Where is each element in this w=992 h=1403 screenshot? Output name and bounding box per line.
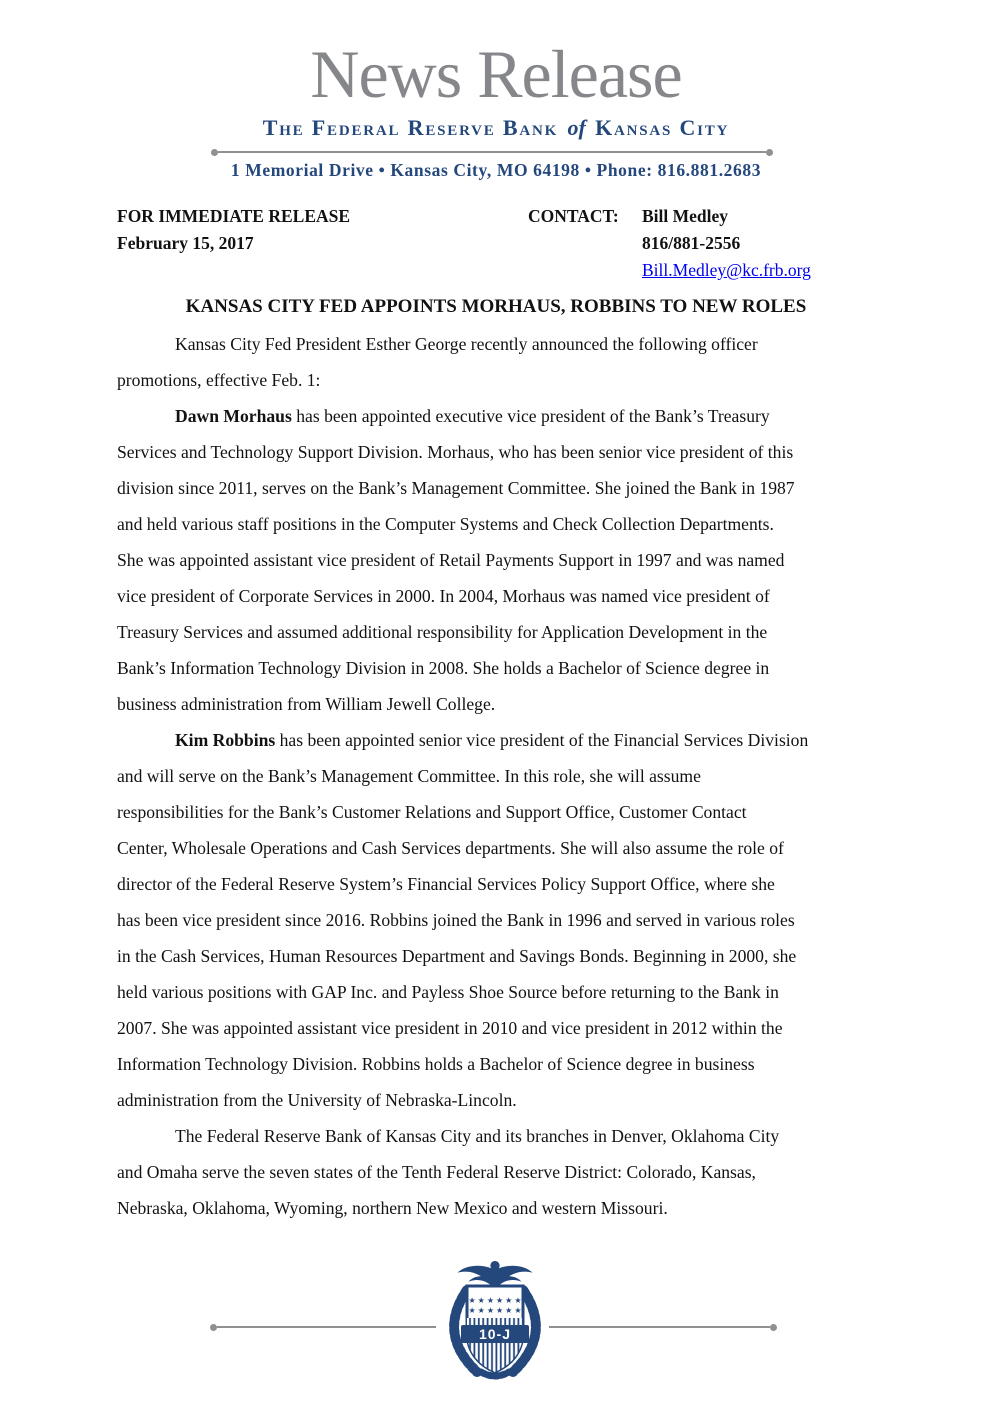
headline: KANSAS CITY FED APPOINTS MORHAUS, ROBBINS TO NEW ROLES	[185, 296, 807, 317]
body-line: has been vice president since 2016. Robbins joined the Bank in 1996 and served in various roles	[117, 910, 795, 930]
header-rule-bar	[218, 151, 766, 153]
bank-name-pre: The Federal Reserve Bank	[262, 115, 559, 140]
body-line: Treasury Services and assumed additional responsibility for Application Development in the	[117, 622, 768, 642]
body-line: Bank’s Information Technology Division in 2008. She holds a Bachelor of Science degree in	[117, 658, 770, 678]
body-line: Center, Wholesale Operations and Cash Services departments. She will also assume the role of	[117, 838, 784, 858]
footer-rule-right-dot	[770, 1324, 777, 1331]
body-line: director of the Federal Reserve System’s Financial Services Policy Support Office, where she	[117, 874, 775, 894]
body-line: and held various staff positions in the Computer Systems and Check Collection Departments.	[117, 514, 774, 534]
body-line: Kansas City Fed President Esther George recently announced the following officer	[175, 334, 758, 354]
release-date: February 15, 2017	[117, 233, 254, 253]
contact-name: Bill Medley	[642, 206, 729, 226]
body-line: in the Cash Services, Human Resources Department and Savings Bonds. Beginning in 2000, she	[117, 946, 797, 966]
body-line: Information Technology Division. Robbins holds a Bachelor of Science degree in business	[117, 1054, 755, 1074]
header-rule-left-dot	[211, 149, 218, 156]
body-line: Services and Technology Support Division. Morhaus, who has been senior vice president of this	[117, 442, 794, 462]
body-line: The Federal Reserve Bank of Kansas City and its branches in Denver, Oklahoma City	[175, 1126, 780, 1146]
body-line: business administration from William Jewell College.	[117, 694, 496, 714]
body-line: promotions, effective Feb. 1:	[117, 370, 321, 390]
footer-rule-left-dot	[210, 1324, 217, 1331]
contact-label: CONTACT:	[528, 206, 619, 226]
bank-name-post: Kansas City	[595, 115, 730, 140]
shield-stars-row2: ★ ★ ★ ★ ★ ★	[468, 1306, 522, 1315]
footer-rule-left	[210, 1323, 436, 1331]
body-line: Kim Robbins has been appointed senior vice president of the Financial Services Division	[175, 730, 809, 750]
release-label: FOR IMMEDIATE RELEASE	[117, 206, 351, 226]
header-rule	[211, 148, 773, 156]
body-line: She was appointed assistant vice president of Retail Payments Support in 1997 and was named	[117, 550, 785, 570]
footer-rule-right-bar	[549, 1326, 770, 1328]
body-line: and will serve on the Bank’s Management Committee. In this role, she will assume	[117, 766, 701, 786]
contact-phone: 816/881-2556	[642, 233, 741, 253]
shield-stars-row1: ★ ★ ★ ★ ★ ★	[468, 1296, 522, 1305]
bank-seal-icon	[436, 1258, 554, 1380]
header-rule-right-dot	[766, 149, 773, 156]
body-line: vice president of Corporate Services in 2000. In 2004, Morhaus was named vice president of	[117, 586, 770, 606]
body-line: administration from the University of Nebraska-Lincoln.	[117, 1090, 517, 1110]
contact-email-link[interactable]: Bill.Medley@kc.frb.org	[642, 260, 811, 280]
body-line: Nebraska, Oklahoma, Wyoming, northern New Mexico and western Missouri.	[117, 1198, 668, 1218]
bank-address-line: 1 Memorial Drive • Kansas City, MO 64198 • Phone: 816.881.2683	[230, 160, 762, 180]
contact-block	[642, 203, 811, 284]
body-line: Dawn Morhaus has been appointed executive vice president of the Bank’s Treasury	[175, 406, 770, 426]
body-line: 2007. She was appointed assistant vice president in 2010 and vice president in 2012 within the	[117, 1018, 783, 1038]
paragraph-lead-name: Dawn Morhaus	[175, 406, 292, 426]
body-line: responsibilities for the Bank’s Customer Relations and Support Office, Customer Contact	[117, 802, 747, 822]
seal-district-code: 10-J	[478, 1326, 512, 1342]
bank-name-of: of	[567, 115, 586, 140]
release-block	[117, 203, 350, 257]
body-line: division since 2011, serves on the Bank’s Management Committee. She joined the Bank in 1987	[117, 478, 795, 498]
masthead-title: News Release	[310, 36, 682, 112]
paragraph-lead-name: Kim Robbins	[175, 730, 276, 750]
bank-name-line	[0, 115, 992, 141]
footer-rule-left-bar	[217, 1326, 436, 1328]
body-text	[117, 326, 879, 1226]
eagle-icon	[458, 1261, 533, 1288]
body-line: held various positions with GAP Inc. and Payless Shoe Source before returning to the Bank in	[117, 982, 779, 1002]
footer-rule-right	[549, 1323, 777, 1331]
body-line: and Omaha serve the seven states of the Tenth Federal Reserve District: Colorado, Kansas,	[117, 1162, 756, 1182]
